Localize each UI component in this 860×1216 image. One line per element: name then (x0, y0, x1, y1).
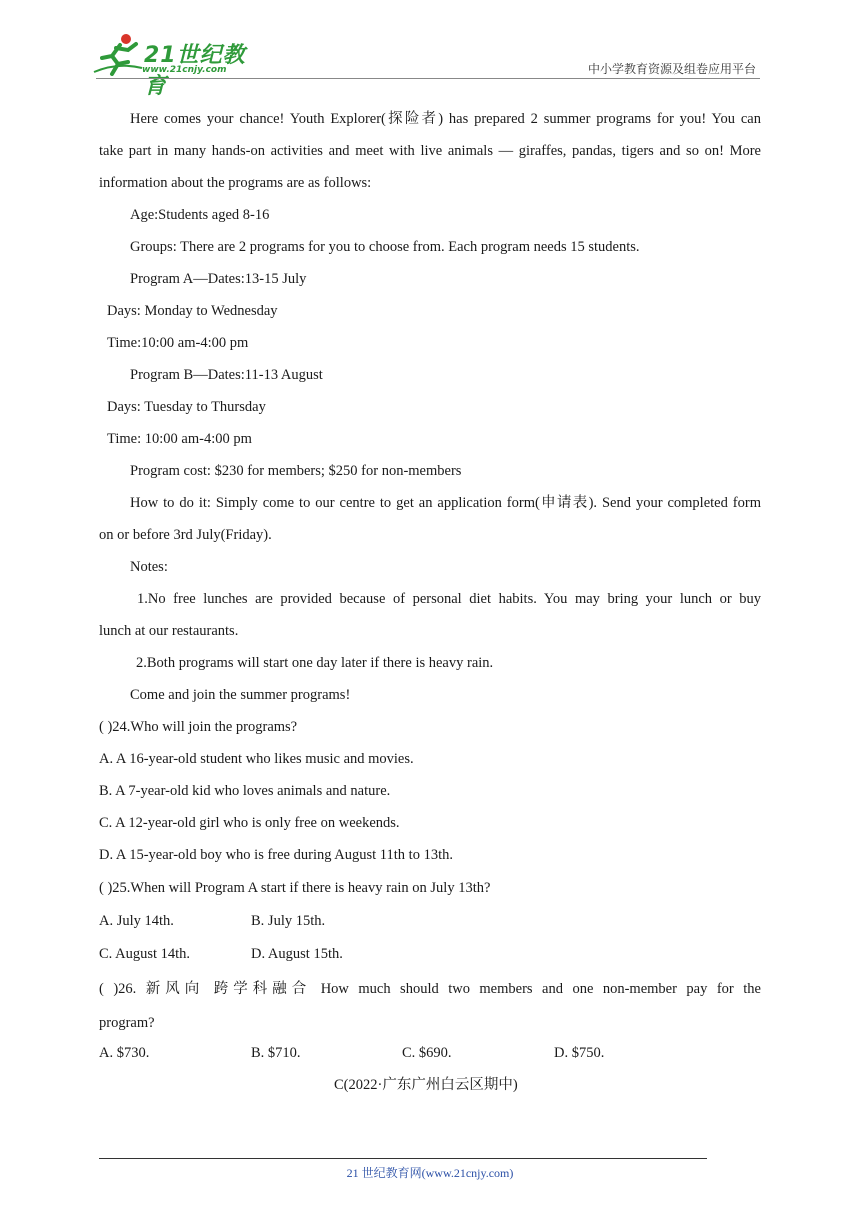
stem-word: should (400, 981, 439, 997)
option-c: C. $690. (402, 1045, 452, 1061)
stem-word: pay (686, 981, 708, 997)
stem-word: ( (99, 981, 104, 997)
page-footer: 21 世纪教育网(www.21cnjy.com) (346, 1166, 514, 1180)
note-1-line: lunch at our restaurants. (99, 623, 239, 639)
stem-word: )26. (113, 981, 137, 997)
note-1-line: 1.No free lunches are provided because of personal diet habits. You may bring your lunch or buy (137, 591, 761, 607)
closing-line: Come and join the summer programs! (130, 687, 351, 703)
question-stem: ( )24.Who will join the programs? (99, 719, 298, 735)
tag-interdisciplinary: 跨学科融合 (213, 981, 312, 997)
logo-text: 21世纪教育 (144, 43, 246, 99)
passage-line: Here comes your chance! Youth Explorer(探险者) has prepared 2 summer programs for you! You can (130, 111, 761, 127)
question-stem-cont: program? (99, 1015, 155, 1031)
option-b: B. July 15th. (251, 913, 326, 929)
groups-line: Groups: There are 2 programs for you to choose from. Each program needs 15 students. (130, 239, 640, 255)
program-a-days: Days: Monday to Wednesday (107, 303, 278, 319)
notes-heading: Notes: (130, 559, 168, 575)
question-stem: ( )25.When will Program A start if there is heavy rain on July 13th? (99, 880, 491, 896)
question-stem (99, 979, 761, 999)
program-a-dates: Program A—Dates:13-15 July (130, 271, 307, 287)
program-b-dates: Program B—Dates:11-13 August (130, 367, 323, 383)
program-a-time: Time:10:00 am-4:00 pm (107, 335, 249, 351)
platform-name: 中小学教育资源及组卷应用平台 (587, 62, 756, 76)
stem-word: for (716, 981, 734, 997)
how-line: How to do it: Simply come to our centre to get an application form(申请表). Send your completed form (130, 495, 761, 511)
stem-word: and (542, 981, 563, 997)
option-b: B. $710. (251, 1045, 301, 1061)
stem-word: How (320, 981, 349, 997)
stem-word: two (448, 981, 470, 997)
option-d: D. $750. (554, 1045, 605, 1061)
site-logo (92, 32, 262, 99)
age-line: Age:Students aged 8-16 (130, 207, 270, 223)
program-b-time: Time: 10:00 am-4:00 pm (107, 431, 252, 447)
stem-word: members (479, 981, 533, 997)
option-a: A. A 16-year-old student who likes music and movies. (99, 751, 414, 767)
footer-divider (99, 1158, 707, 1159)
option-c: C. A 12-year-old girl who is only free on weekends. (99, 815, 400, 831)
option-d: D. A 15-year-old boy who is free during August 11th to 13th. (99, 847, 453, 863)
stem-word: one (572, 981, 594, 997)
tag-new-trend: 新风向 (145, 981, 205, 997)
option-b: B. A 7-year-old kid who loves animals and nature. (99, 783, 391, 799)
option-d: D. August 15th. (251, 946, 343, 962)
passage-line: information about the programs are as follows: (99, 175, 372, 191)
page-header (0, 0, 860, 99)
program-cost: Program cost: $230 for members; $250 for non-members (130, 463, 462, 479)
note-2-line: 2.Both programs will start one day later if there is heavy rain. (136, 655, 494, 671)
option-a: A. $730. (99, 1045, 150, 1061)
header-divider (96, 78, 760, 79)
option-c: C. August 14th. (99, 946, 191, 962)
stem-word: non-member (602, 981, 677, 997)
passage-line: take part in many hands-on activities and meet with live animals — giraffes, pandas, tigers and so on! More (99, 143, 761, 159)
how-line: on or before 3rd July(Friday). (99, 527, 272, 543)
stem-word: the (743, 981, 761, 997)
option-a: A. July 14th. (99, 913, 174, 929)
runner-logo-icon (92, 32, 144, 76)
section-c-heading: C(2022·广东广州白云区期中) (334, 1077, 518, 1093)
logo-url: www.21cnjy.com (142, 65, 227, 75)
program-b-days: Days: Tuesday to Thursday (107, 399, 266, 415)
stem-word: much (358, 981, 391, 997)
